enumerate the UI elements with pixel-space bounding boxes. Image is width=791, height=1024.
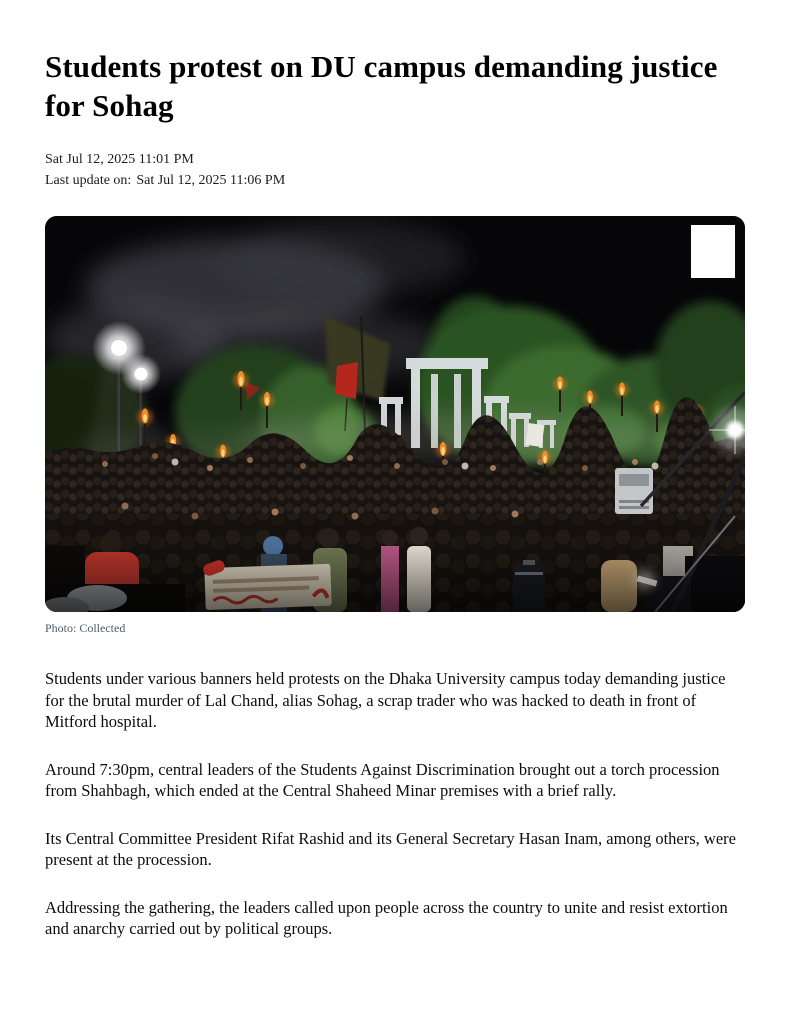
photo-caption: Photo: Collected [45, 621, 126, 635]
white-placard [526, 423, 545, 447]
update-date [45, 171, 745, 190]
article-photo [45, 216, 745, 612]
red-flag [335, 362, 358, 399]
article-dates [45, 150, 745, 190]
article-paragraph: Students under various banners held protests on the Dhaka University campus today demanding justice for the brutal murder of Lal Chand, alias Sohag, a scrap trader who was hacked to death in front of Mitford hospital. [45, 669, 726, 731]
article-title: Students protest on DU campus demanding justice for Sohag [45, 49, 718, 123]
update-date-value: Sat Jul 12, 2025 11:06 PM [136, 173, 286, 188]
photo-logo-placeholder [691, 225, 735, 278]
article-paragraph: Around 7:30pm, central leaders of the Students Against Discrimination brought out a torch procession from Shahbagh, which ended at the Central Shaheed Minar premises with a brief rally. [45, 759, 720, 800]
article-figure [45, 216, 745, 636]
article-body [45, 668, 743, 940]
article [45, 0, 745, 940]
update-date-label: Last update on: [45, 173, 132, 188]
article-paragraph: Its Central Committee President Rifat Rashid and its General Secretary Hasan Inam, among others, were present at the procession. [45, 828, 736, 869]
protest-night-photo-illustration [45, 216, 745, 612]
article-paragraph: Addressing the gathering, the leaders called upon people across the country to unite and resist extortion and anarchy carried out by political groups. [45, 897, 728, 938]
bottom-shade [45, 546, 745, 612]
white-truck [615, 468, 653, 514]
publish-date: Sat Jul 12, 2025 11:01 PM [45, 152, 194, 167]
